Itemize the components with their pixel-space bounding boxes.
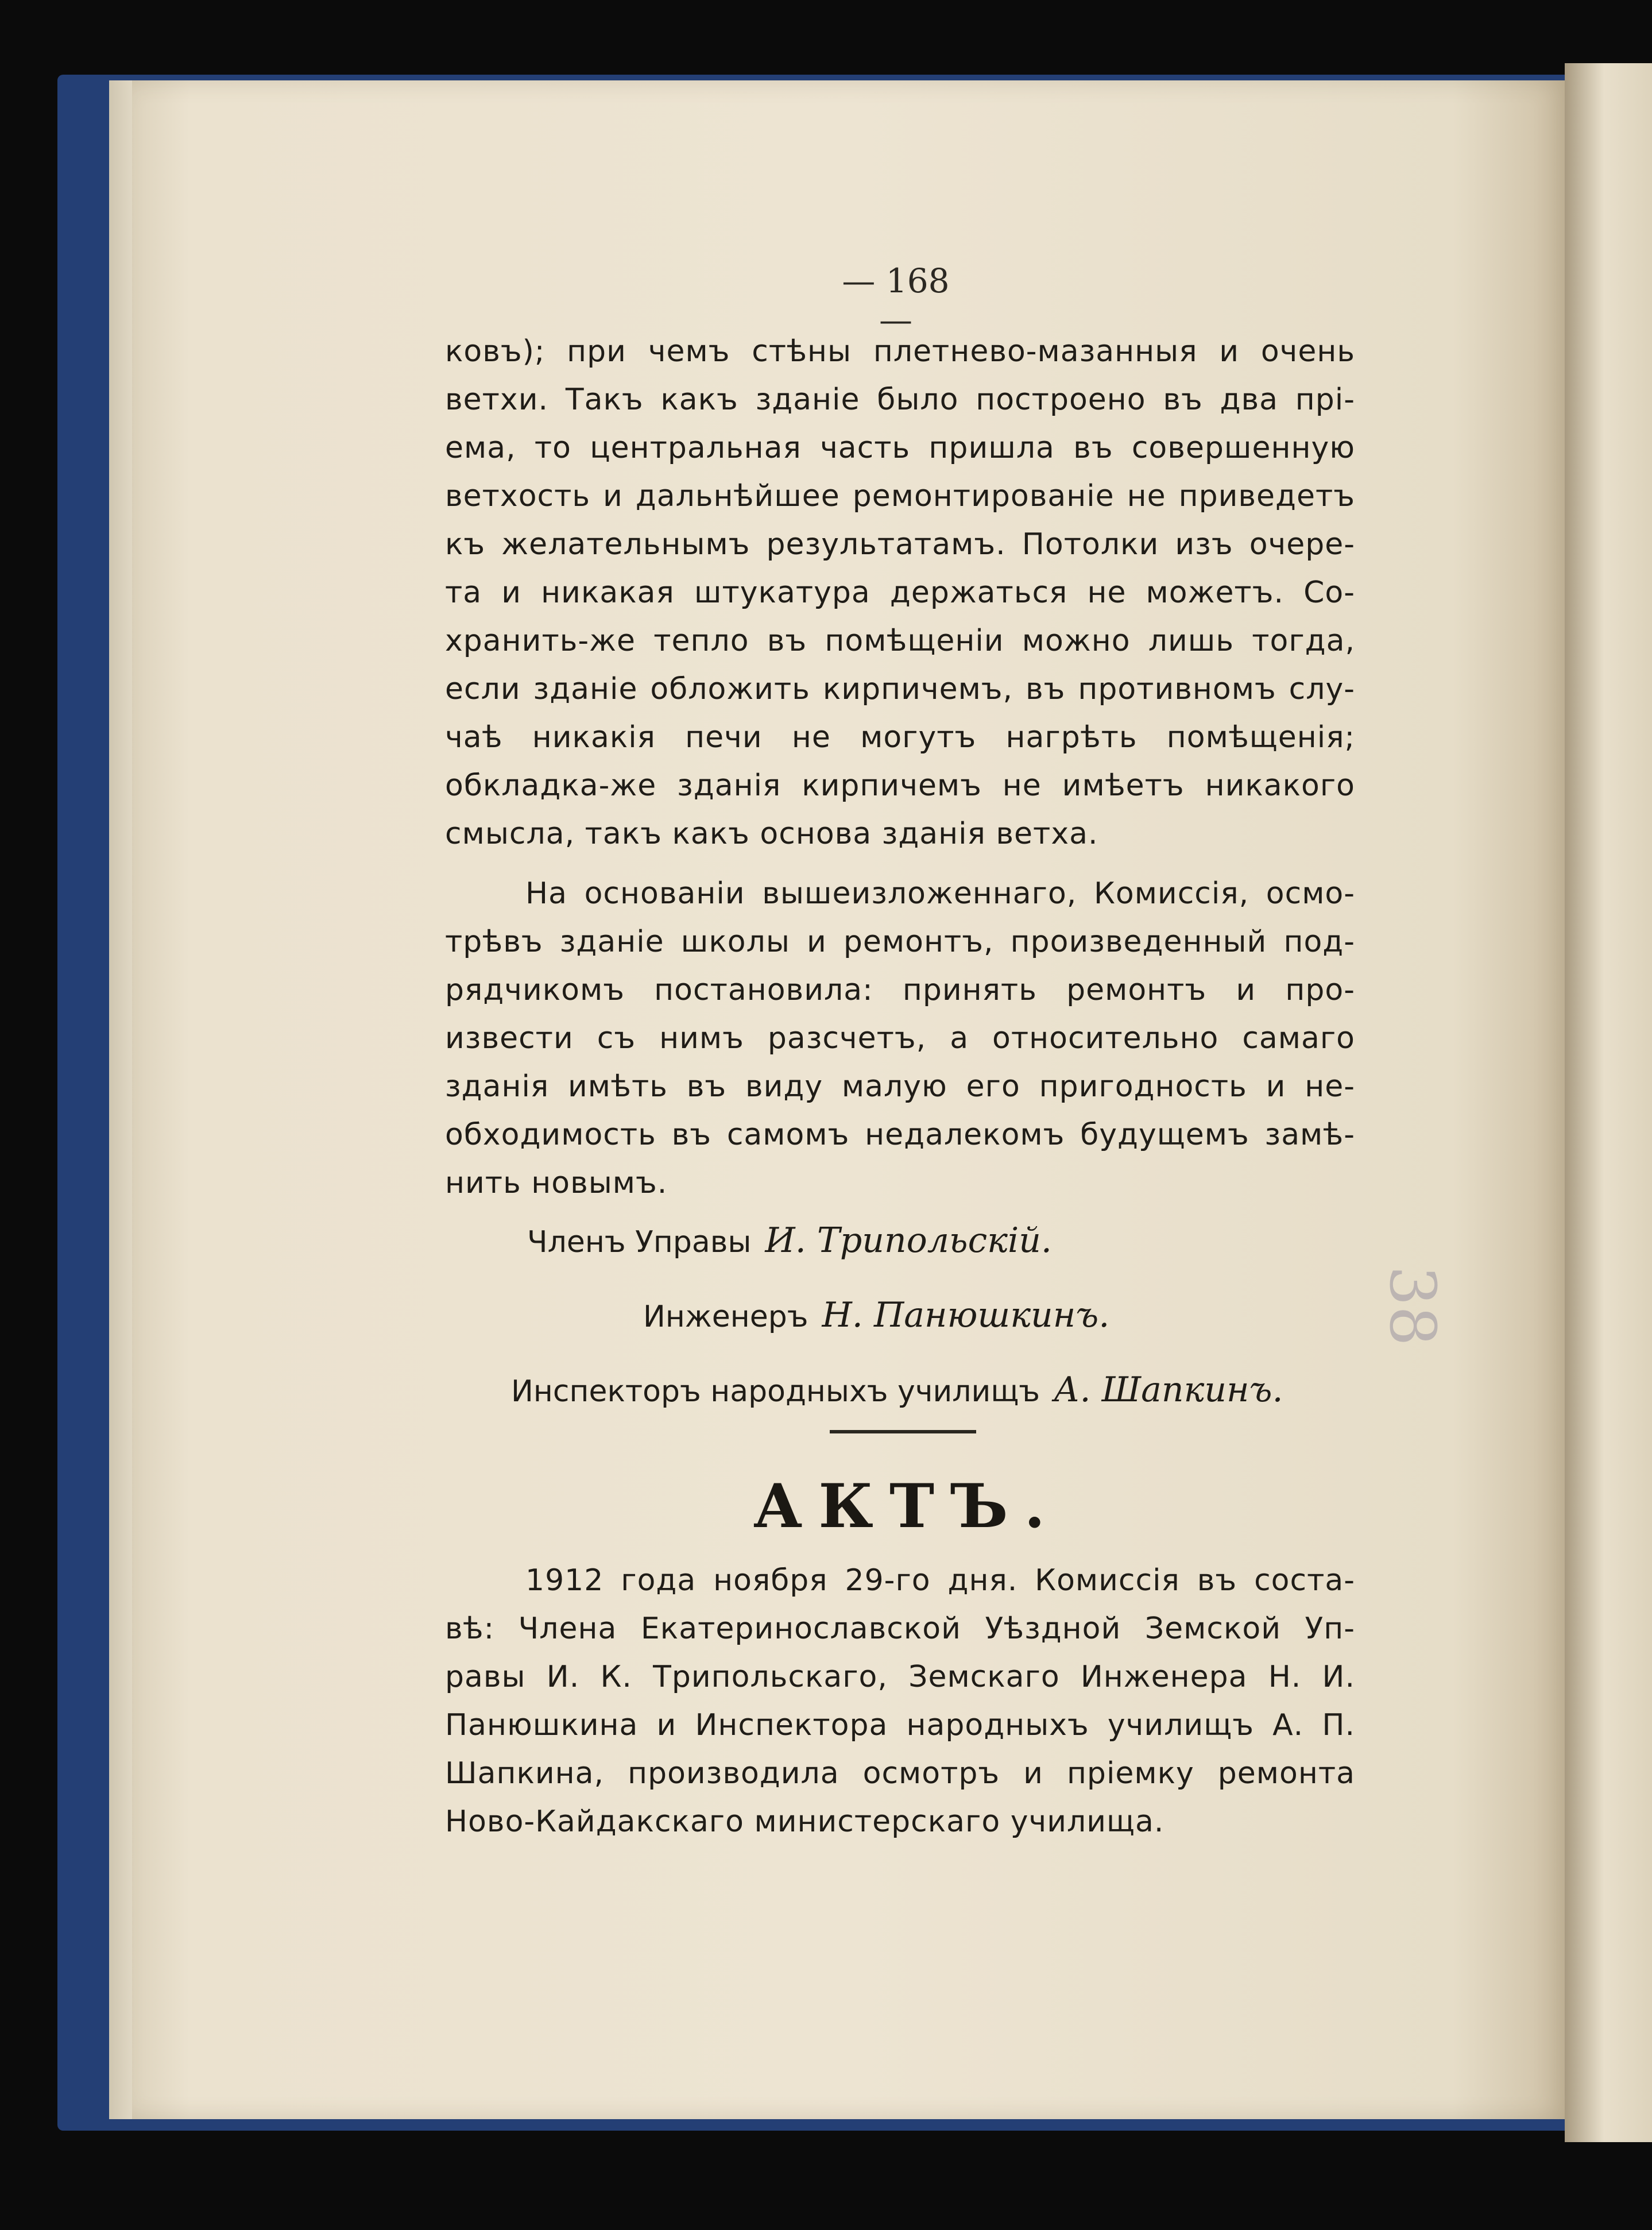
- text-line: чаѣ никакія печи не могутъ нагрѣть помѣщенія;: [445, 720, 1355, 755]
- bleed-through-mark: 38: [1375, 1266, 1449, 1346]
- signature-member: [527, 1220, 1052, 1261]
- text-line: равы И. К. Трипольскаго, Земскаго Инженера Н. И.: [445, 1660, 1355, 1694]
- text-line: та и никакая штукатура держаться не можетъ. Со-: [445, 575, 1355, 610]
- text-line: 1912 года ноября 29-го дня. Комиссія въ соста-: [525, 1563, 1355, 1598]
- signature-name: И. Трипольскій.: [765, 1220, 1052, 1261]
- text-line: Шапкина, производила осмотръ и пріемку ремонта: [445, 1756, 1355, 1791]
- text-line: хранить-же тепло въ помѣщеніи можно лишь тогда,: [445, 624, 1355, 658]
- text-line: рядчикомъ постановила: принять ремонтъ и про-: [445, 973, 1355, 1007]
- facing-page-edge: [1565, 63, 1652, 2142]
- signature-title: Инспекторъ народныхъ училищъ: [511, 1374, 1040, 1409]
- text-line: Ново-Кайдакскаго министерскаго училища.: [445, 1804, 1164, 1839]
- text-line: На основаніи вышеизложеннаго, Комиссія, осмо-: [525, 876, 1355, 911]
- signature-title: Инженеръ: [643, 1300, 808, 1334]
- text-line: обкладка-же зданія кирпичемъ не имѣетъ никакого: [445, 768, 1355, 803]
- text-line: ковъ); при чемъ стѣны плетнево-мазанныя и очень: [445, 334, 1355, 369]
- section-divider: [830, 1430, 976, 1433]
- text-line: нить новымъ.: [445, 1166, 668, 1200]
- text-line: ветхи. Такъ какъ зданіе было построено въ два прі-: [445, 382, 1355, 417]
- paragraph-continuation: [445, 327, 1355, 858]
- text-line: Панюшкина и Инспектора народныхъ училищъ А. П.: [445, 1708, 1355, 1742]
- signature-engineer: [643, 1295, 1109, 1335]
- text-line: извести съ нимъ разсчетъ, а относительно самаго: [445, 1021, 1355, 1056]
- text-line: ема, то центральная часть пришла въ совершенную: [445, 431, 1355, 465]
- text-line: смысла, такъ какъ основа зданія ветха.: [445, 817, 1098, 851]
- signature-inspector: [511, 1370, 1283, 1410]
- text-line: обходимость въ самомъ недалекомъ будущемъ замѣ-: [445, 1118, 1355, 1152]
- text-line: если зданіе обложить кирпичемъ, въ противномъ слу-: [445, 672, 1355, 706]
- text-line: зданія имѣть въ виду малую его пригодность и не-: [445, 1069, 1355, 1104]
- paragraph-decision: [445, 869, 1355, 1207]
- text-line: къ желательнымъ результатамъ. Потолки изъ очере-: [445, 527, 1355, 562]
- main-text: [445, 327, 1355, 1207]
- page-number: — 168 —: [842, 261, 950, 339]
- act-heading: АКТЪ.: [753, 1470, 1062, 1541]
- act-text: [445, 1556, 1355, 1846]
- signature-name: А. Шапкинъ.: [1054, 1370, 1283, 1410]
- text-line: трѣвъ зданіе школы и ремонтъ, произведенный под-: [445, 925, 1355, 959]
- signature-name: Н. Панюшкинъ.: [822, 1295, 1110, 1335]
- text-line: ветхость и дальнѣйшее ремонтированіе не приведетъ: [445, 479, 1355, 513]
- signature-title: Членъ Управы: [527, 1225, 752, 1259]
- text-line: вѣ: Члена Екатеринославской Уѣздной Земской Уп-: [445, 1611, 1355, 1646]
